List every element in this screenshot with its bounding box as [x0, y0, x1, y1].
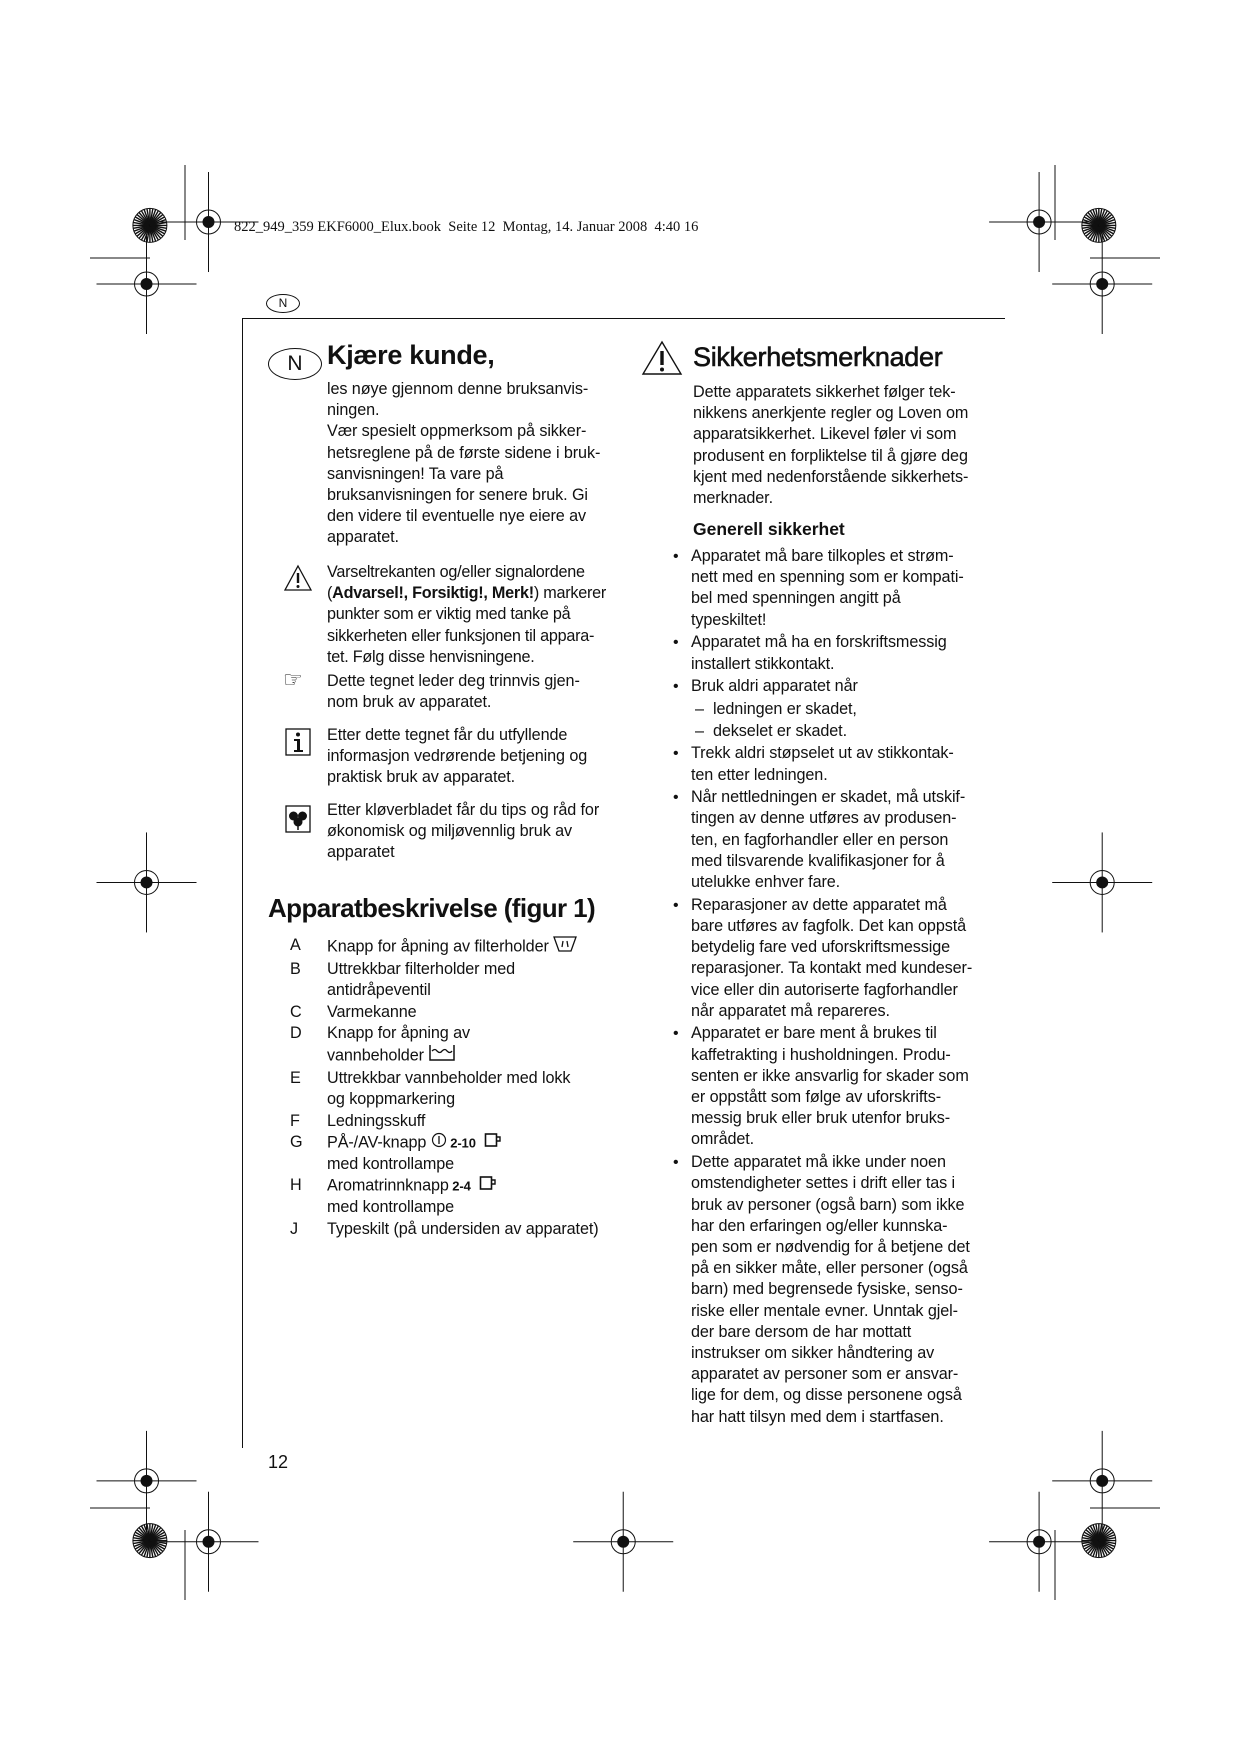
part-key: J	[290, 1219, 298, 1238]
bullet-icon: •	[673, 789, 679, 807]
description-title: Apparatbeskrivelse (figur 1)	[268, 893, 596, 923]
safety-sub-item	[673, 721, 972, 742]
crosshair-mark-icon	[1052, 234, 1152, 334]
part-description	[327, 1111, 425, 1132]
dash-icon: –	[695, 722, 704, 741]
safety-intro: Dette apparatets sikkerhet følger tek- nikkens anerkjente regler og Loven om apparatsikkerhet. Likevel føler vi som produsent en forpliktelse til å gjøre deg kjent med nedenforstående sikkerhets- merknader.	[693, 383, 969, 508]
parts-list-item	[290, 1023, 599, 1068]
part-description	[327, 1068, 570, 1110]
warning-text-post: ) markerer punkter som er viktig med tanke på sikkerheten eller funksjonen til appara- tet. Følg disse henvisningene.	[327, 584, 606, 666]
page-number: 12	[268, 1452, 289, 1472]
bullet-text: Apparatet må ha en forskriftsmessig installert stikkontakt.	[691, 633, 947, 673]
cup-icon	[474, 1177, 496, 1195]
parts-list-item	[290, 959, 599, 1001]
bullet-text: Trekk aldri støpselet ut av stikkontak- ten etter ledningen.	[691, 744, 954, 784]
safety-bullet	[673, 676, 972, 697]
crosshair-mark-icon	[1052, 1431, 1152, 1531]
safety-bullet	[673, 546, 972, 631]
crosshair-mark-icon	[97, 1431, 197, 1531]
crosshair-mark-icon	[97, 832, 197, 932]
hand-text: Dette tegnet leder deg trinnvis gjen- nom bruk av apparatet.	[327, 672, 580, 712]
part-key: E	[290, 1069, 301, 1088]
parts-list-item	[290, 935, 599, 959]
crosshair-mark-icon	[158, 1492, 258, 1592]
crosshair-mark-icon	[97, 234, 197, 334]
sub-item-text: dekselet er skadet.	[713, 722, 847, 741]
bullet-text: Dette apparatet må ikke under noen omstendigheter settes i drift eller tas i bruk av personer (også barn) som ikke har den erfaringen og/eller kunnska- pen som er nødvendig for å betjene det på en sikker måte, eller personer (også barn) med begrensede fysiske, senso- riske eller mentale evner. Unntak gjel- der bare dersom de har mottatt instrukser om sikker håndtering av apparatet av personer som er ansvar- lige for dem, og disse personene også har hatt tilsyn med dem i startfasen.	[691, 1153, 970, 1426]
info-icon	[283, 728, 313, 756]
part-label: Typeskilt (på undersiden av apparatet)	[327, 1219, 599, 1238]
crosshair-mark-icon	[1052, 832, 1152, 932]
bullet-icon: •	[673, 1154, 679, 1172]
part-label: Ledningsskuff	[327, 1111, 426, 1130]
bullet-icon: •	[673, 634, 679, 652]
part-description	[327, 935, 577, 959]
part-label: Uttrekkbar vannbeholder med lokk og koppmarkering	[327, 1069, 571, 1109]
warning-text	[327, 562, 606, 668]
clover-icon	[283, 805, 313, 833]
parts-list-item	[290, 1068, 599, 1110]
parts-list	[290, 935, 599, 1240]
cup-icon	[479, 1134, 501, 1152]
part-key: D	[290, 1023, 302, 1042]
parts-list-item	[290, 1111, 599, 1132]
sub-item-text: ledningen er skadet,	[713, 699, 857, 718]
safety-bullet	[673, 743, 972, 785]
part-key: F	[290, 1111, 300, 1130]
clover-text: Etter kløverbladet får du tips og råd for økonomisk og miljøvennlig bruk av apparatet	[327, 801, 600, 862]
bullet-text: Bruk aldri apparatet når	[691, 677, 858, 696]
bullet-icon: •	[673, 1025, 679, 1043]
safety-bullet	[673, 1023, 972, 1150]
part-description	[327, 1002, 417, 1023]
part-label-tail: med kontrollampe	[327, 1198, 455, 1217]
part-description	[327, 959, 515, 1001]
crosshair-mark-icon	[989, 1492, 1089, 1592]
part-key: H	[290, 1176, 302, 1195]
part-label: PÅ-/AV-knapp	[327, 1133, 427, 1152]
bullet-text: Apparatet må bare tilkoples et strøm- nett med en spenning som er kompati- bel med spenningen angitt på typeskiltet!	[691, 547, 964, 629]
starburst-mark-icon	[133, 1524, 167, 1558]
parts-list-item	[290, 1132, 599, 1175]
part-label: Varmekanne	[327, 1002, 417, 1021]
intro-text: les nøye gjennom denne bruksanvis- ningen. Vær spesielt oppmerksom på sikker- hetsreglene på de første sidene i bruk- sanvisningen! Ta vare på bruksanvisningen for senere bruk. Gi den videre til eventuelle nye eiere av apparatet.	[327, 380, 601, 547]
greeting-title: Kjære kunde,	[327, 340, 495, 370]
general-safety-subtitle: Generell sikkerhet	[693, 519, 845, 539]
bullet-text: Reparasjoner av dette apparatet må bare utføres av fagfolk. Det kan oppstå betydelig fare ved uforskriftsmessige reparasjoner. Ta kontakt med kundeser- vice eller din autoriserte fagforhandler når apparatet må repareres.	[691, 895, 973, 1020]
cup-range: 2-4	[448, 1178, 475, 1194]
part-description	[327, 1219, 599, 1240]
part-description	[327, 1175, 497, 1218]
warning-triangle-icon	[641, 340, 683, 376]
part-label: Knapp for åpning av vannbeholder	[327, 1023, 470, 1065]
top-rule	[242, 318, 1005, 319]
safety-bullet	[673, 895, 972, 1022]
language-badge: N	[268, 348, 322, 380]
parts-list-item	[290, 1002, 599, 1023]
crosshair-mark-icon	[989, 172, 1089, 272]
bullet-icon: •	[673, 896, 679, 914]
pointing-hand-icon: ☞	[283, 668, 303, 693]
starburst-mark-icon	[1082, 208, 1116, 242]
warning-text-pre: Varseltrekanten og/eller signalordene (	[327, 563, 585, 603]
cup-range: 2-10	[446, 1135, 480, 1151]
parts-list-item	[290, 1219, 599, 1240]
bullet-text: Apparatet er bare ment å brukes til kaffetrakting i husholdningen. Produ- senten er ikke ansvarlig for skader som er oppstått som følge av uforskrifts- messig bruk eller bruk utenfor bruks- området.	[691, 1024, 969, 1149]
part-key: A	[290, 936, 301, 954]
safety-title: Sikkerhetsmerknader	[693, 342, 943, 372]
bullet-icon: •	[673, 745, 679, 763]
starburst-mark-icon	[1082, 1524, 1116, 1558]
filter-holder-icon	[549, 939, 577, 957]
warning-triangle-icon	[283, 564, 313, 592]
power-icon	[426, 1134, 446, 1152]
safety-bullets	[673, 546, 972, 1429]
safety-bullet	[673, 632, 972, 674]
safety-bullet	[673, 787, 972, 893]
dash-icon: –	[695, 699, 704, 718]
part-description	[327, 1023, 470, 1068]
water-tank-icon	[424, 1048, 456, 1066]
part-key: C	[290, 1002, 302, 1021]
part-label-tail: med kontrollampe	[327, 1155, 455, 1174]
parts-list-item	[290, 1175, 599, 1218]
print-header: 822_949_359 EKF6000_Elux.book Seite 12 Montag, 14. Januar 2008 4:40 16	[234, 219, 699, 235]
bullet-icon: •	[673, 548, 679, 565]
safety-bullet	[673, 1152, 972, 1428]
part-label: Uttrekkbar filterholder med antidråpeventil	[327, 960, 516, 1000]
part-key: B	[290, 960, 301, 979]
left-rule	[242, 318, 243, 1448]
safety-sub-item	[673, 699, 972, 720]
bullet-text: Når nettledningen er skadet, må utskif- tingen av denne utføres av produsen- ten, en fagforhandler eller en person med tilsvarende kvalifikasjoner for å utelukke enhver fare.	[691, 788, 966, 892]
part-label: Aromatrinnknapp	[327, 1176, 449, 1195]
language-badge-small: N	[266, 294, 300, 313]
starburst-mark-icon	[133, 208, 167, 242]
bullet-icon: •	[673, 678, 679, 696]
part-key: G	[290, 1132, 303, 1151]
crosshair-mark-icon	[573, 1492, 673, 1592]
part-description	[327, 1132, 502, 1175]
part-label: Knapp for åpning av filterholder	[327, 937, 549, 956]
signal-words: Advarsel!, Forsiktig!, Merk!	[332, 584, 534, 603]
info-text: Etter dette tegnet får du utfyllende informasjon vedrørende betjening og praktisk bruk av apparatet.	[327, 726, 588, 787]
